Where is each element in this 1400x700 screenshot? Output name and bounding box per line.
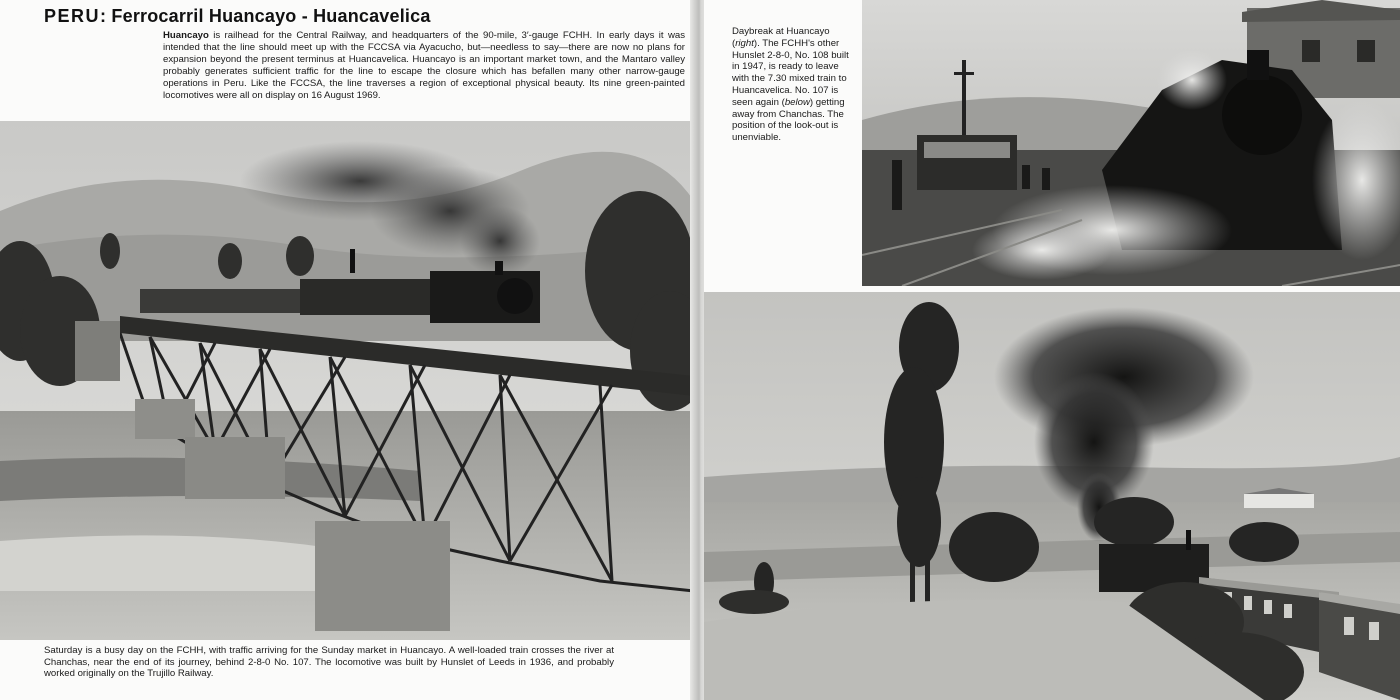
title-country: PERU (44, 6, 101, 26)
photo-train-on-bridge (0, 121, 694, 640)
right-page (704, 0, 1400, 700)
bridge-photo-image (0, 121, 694, 640)
caption-part-2: ). The FCHH's other Hunslet 2-8-0, No. 108 built in 1947, is ready to leave with the 7.30 mixed train to Huancavelica. No. 107 is seen again ( (732, 37, 849, 108)
caption-part-3: ) getting away from Chanchas. The position of the look-out is unenviable. (732, 96, 845, 144)
caption-right-italic: right (735, 37, 754, 49)
left-page (0, 0, 696, 700)
page-title (44, 6, 431, 27)
intro-paragraph (163, 30, 685, 101)
intro-text: is railhead for the Central Railway, and headquarters of the 90-mile, 3′-gauge FCHH. In early days it was intended that the line should meet up with the FCCSA via Ayacucho, but—needless to say—there are now no plans for expansion beyond the present terminus at Huancavelica. Huancayo is an important market town, and the Mantaro valley probably generates sufficient traffic for the line to escape the closure which has befallen many other narrow-gauge operations in Peru. Like the FCCSA, the line traverses a region of exceptional physical beauty. Its nine green-painted locomotives were all on display on 16 August 1969. (163, 30, 685, 101)
intro-lead: Huancayo (163, 30, 209, 41)
chanchas-photo-image (704, 292, 1400, 700)
caption-part-1: Daybreak at Huancayo ( (732, 26, 830, 49)
photo-daybreak-huancayo (862, 0, 1400, 286)
photo-train-leaving-chanchas (704, 292, 1400, 700)
caption-below-italic: below (784, 96, 810, 108)
daybreak-caption (732, 26, 850, 144)
bridge-caption: Saturday is a busy day on the FCHH, with traffic arriving for the Sunday market in Huancayo. A well-loaded train crosses the river at Chanchas, near the end of its journey, behind 2-8-0 No. 107. The locomotive was built by Hunslet of Leeds in 1936, and probably worked originally on the Trujillo Railway. (44, 645, 614, 680)
title-separator: : (100, 6, 107, 26)
daybreak-photo-image (862, 0, 1400, 286)
title-route: Ferrocarril Huancayo - Huancavelica (111, 6, 431, 26)
